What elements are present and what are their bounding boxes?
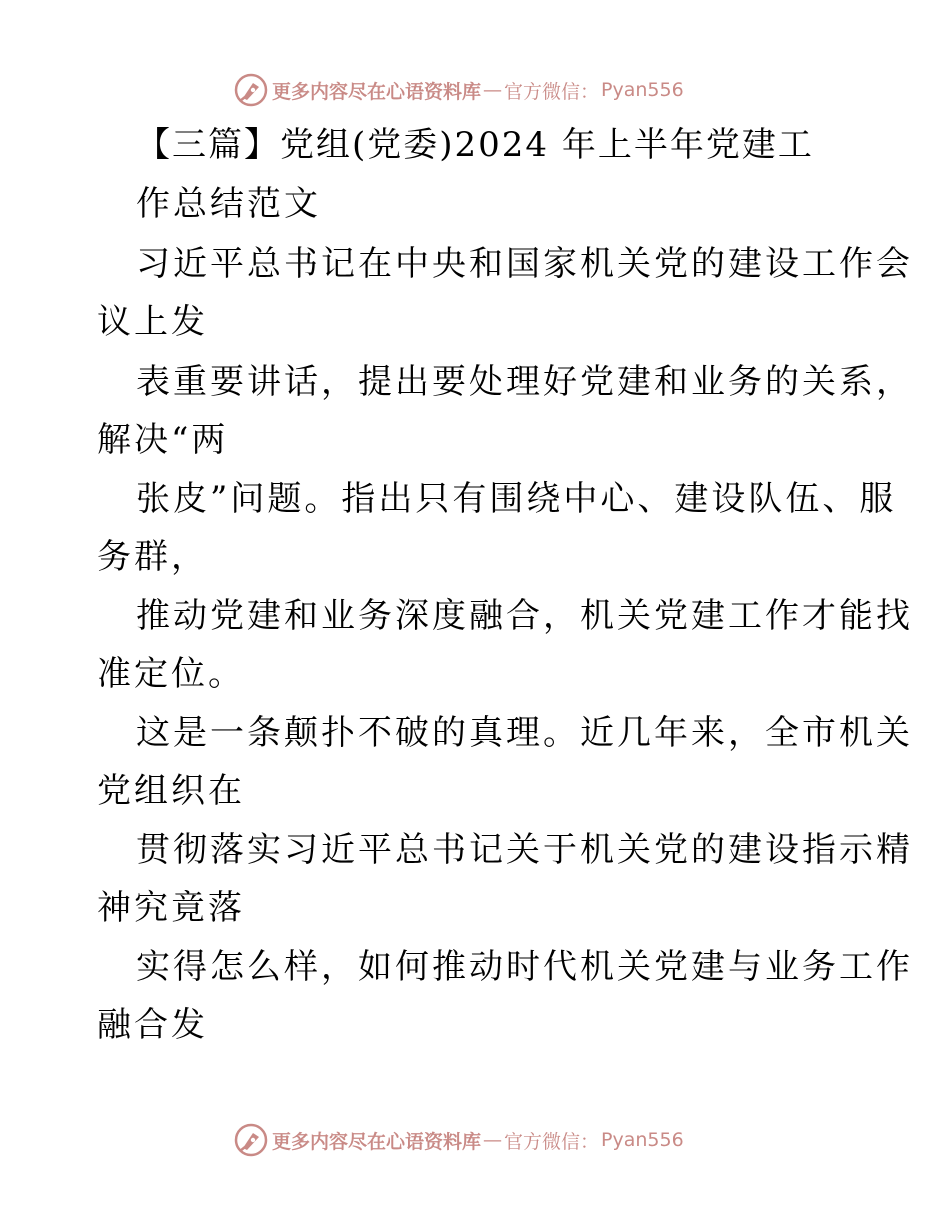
watermark-brand-text: 更多内容尽在心语资料库 xyxy=(272,80,482,103)
watermark-wechat-id: Pyan556 xyxy=(601,79,684,101)
footer-watermark xyxy=(234,1120,684,1160)
body-line: 推动党建和业务深度融合，机关党建工作才能找 xyxy=(136,596,913,636)
watermark-wechat-label: 官方微信： xyxy=(504,80,600,103)
body-line: 实得怎么样，如何推动时代机关党建与业务工作 xyxy=(136,947,913,987)
body-line: 务群， xyxy=(97,537,208,577)
watermark-separator: — xyxy=(483,1129,503,1151)
header-watermark xyxy=(234,70,684,110)
document-title-line-1: 【三篇】党组(党委)2024 年上半年党建工 xyxy=(136,125,814,165)
watermark-brand-text: 更多内容尽在心语资料库 xyxy=(272,1130,482,1153)
body-line: 神究竟落 xyxy=(97,888,245,928)
body-line: 党组织在 xyxy=(97,771,245,811)
watermark-wechat-id: Pyan556 xyxy=(601,1129,684,1151)
body-line: 融合发 xyxy=(97,1005,208,1045)
body-line: 准定位。 xyxy=(97,654,245,694)
body-line: 这是一条颠扑不破的真理。近几年来，全市机关 xyxy=(136,713,913,753)
body-line: 习近平总书记在中央和国家机关党的建设工作会 xyxy=(136,244,913,284)
document-title-line-2: 作总结范文 xyxy=(136,184,321,224)
body-line: 表重要讲话，提出要处理好党建和业务的关系， xyxy=(136,362,913,402)
watermark-separator: — xyxy=(483,79,503,101)
pen-nib-logo-icon xyxy=(234,1123,268,1157)
body-line: 议上发 xyxy=(97,302,208,342)
watermark-wechat-label: 官方微信： xyxy=(504,1130,600,1153)
body-line: 张皮”问题。指出只有围绕中心、建设队伍、服 xyxy=(136,479,897,519)
pen-nib-logo-icon xyxy=(234,73,268,107)
body-line: 解决“两 xyxy=(97,420,229,460)
body-line: 贯彻落实习近平总书记关于机关党的建设指示精 xyxy=(136,830,913,870)
